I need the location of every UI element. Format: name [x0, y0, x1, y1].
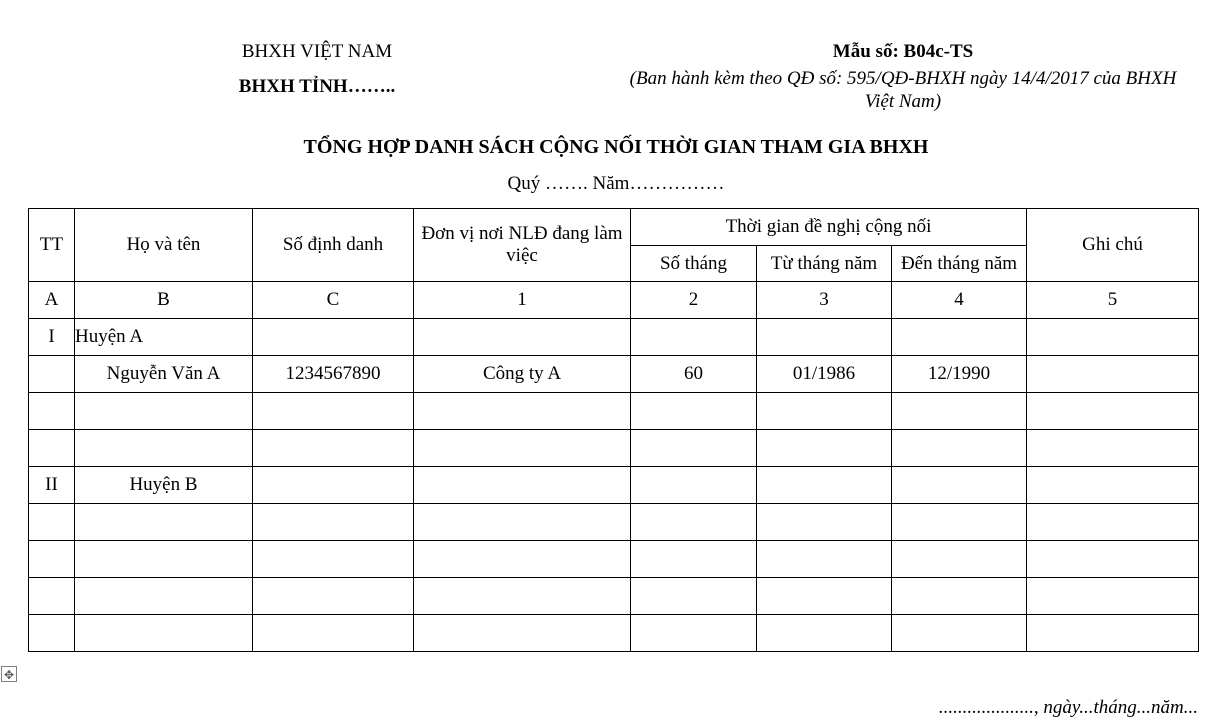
cell-to	[892, 393, 1027, 430]
header-note: Ghi chú	[1027, 209, 1199, 282]
cell-from	[757, 578, 892, 615]
cell-tt	[29, 615, 75, 652]
cell-note	[1027, 541, 1199, 578]
header-tt: TT	[29, 209, 75, 282]
cell-name	[75, 430, 253, 467]
cell-months	[631, 504, 757, 541]
cell-tt	[29, 504, 75, 541]
cell-to	[892, 467, 1027, 504]
cell-to	[892, 578, 1027, 615]
summary-table	[28, 208, 1199, 652]
report-period: Quý ……. Năm……………	[507, 173, 725, 194]
code-cell: 1	[414, 282, 631, 319]
cell-id	[253, 393, 414, 430]
org-line-1: BHXH VIỆT NAM	[241, 41, 393, 62]
cell-from: 01/1986	[757, 356, 892, 393]
cell-months: 60	[631, 356, 757, 393]
cell-note	[1027, 319, 1199, 356]
code-cell: A	[29, 282, 75, 319]
table-row	[29, 430, 1199, 467]
cell-to: 12/1990	[892, 356, 1027, 393]
code-cell: 5	[1027, 282, 1199, 319]
table-row	[29, 356, 1199, 393]
cell-to	[892, 541, 1027, 578]
document-title: TỔNG HỢP DANH SÁCH CỘNG NỐI THỜI GIAN THAM GIA BHXH	[303, 136, 929, 158]
cell-from	[757, 467, 892, 504]
header-from: Từ tháng năm	[757, 246, 892, 282]
cell-note	[1027, 393, 1199, 430]
cell-from	[757, 430, 892, 467]
cell-to	[892, 615, 1027, 652]
cell-months	[631, 467, 757, 504]
header-id: Số định danh	[253, 209, 414, 282]
column-code-row	[29, 282, 1199, 319]
cell-months	[631, 541, 757, 578]
table-row	[29, 504, 1199, 541]
table-row	[29, 541, 1199, 578]
cell-unit	[414, 467, 631, 504]
code-cell: C	[253, 282, 414, 319]
cell-id	[253, 467, 414, 504]
cell-from	[757, 319, 892, 356]
cell-unit	[414, 578, 631, 615]
header-period-group: Thời gian đề nghị cộng nối	[631, 209, 1027, 246]
cell-id	[253, 319, 414, 356]
cell-unit	[414, 504, 631, 541]
cell-name	[75, 615, 253, 652]
cell-name: Nguyễn Văn A	[75, 356, 253, 393]
code-cell: B	[75, 282, 253, 319]
cell-name	[75, 504, 253, 541]
cell-months	[631, 319, 757, 356]
cell-id	[253, 541, 414, 578]
cell-from	[757, 393, 892, 430]
form-code: Mẫu số: B04c-TS	[832, 41, 974, 62]
cell-months	[631, 615, 757, 652]
code-cell: 4	[892, 282, 1027, 319]
cell-tt: II	[29, 467, 75, 504]
cell-unit	[414, 541, 631, 578]
cell-name	[75, 393, 253, 430]
cell-id	[253, 430, 414, 467]
cell-note	[1027, 467, 1199, 504]
cell-unit	[414, 615, 631, 652]
move-arrows-icon[interactable]: ✥	[1, 666, 17, 682]
cell-note	[1027, 578, 1199, 615]
cell-to	[892, 319, 1027, 356]
cell-id	[253, 615, 414, 652]
code-cell: 2	[631, 282, 757, 319]
cell-tt	[29, 541, 75, 578]
cell-months	[631, 430, 757, 467]
header-name: Họ và tên	[75, 209, 253, 282]
cell-from	[757, 615, 892, 652]
cell-tt	[29, 578, 75, 615]
cell-from	[757, 504, 892, 541]
cell-tt	[29, 393, 75, 430]
cell-unit: Công ty A	[414, 356, 631, 393]
cell-name	[75, 578, 253, 615]
cell-unit	[414, 430, 631, 467]
cell-id	[253, 504, 414, 541]
header-months: Số tháng	[631, 246, 757, 282]
cell-months	[631, 393, 757, 430]
form-issuance-note: (Ban hành kèm theo QĐ số: 595/QĐ-BHXH ngày 14/4/2017 của BHXH Việt Nam)	[629, 68, 1177, 112]
cell-to	[892, 504, 1027, 541]
cell-note	[1027, 356, 1199, 393]
table-row	[29, 467, 1199, 504]
header-unit: Đơn vị nơi NLĐ đang làm việc	[414, 209, 631, 282]
cell-tt	[29, 430, 75, 467]
cell-id	[253, 578, 414, 615]
sign-date-line: ...................., ngày...tháng...năm...	[938, 697, 1198, 718]
header-row	[29, 209, 1199, 246]
code-cell: 3	[757, 282, 892, 319]
cell-tt: I	[29, 319, 75, 356]
cell-name: Huyện A	[75, 319, 253, 356]
org-line-2: BHXH TỈNH……..	[238, 76, 396, 97]
cell-name: Huyện B	[75, 467, 253, 504]
table-row	[29, 393, 1199, 430]
cell-note	[1027, 430, 1199, 467]
cell-note	[1027, 615, 1199, 652]
cell-unit	[414, 393, 631, 430]
cell-id: 1234567890	[253, 356, 414, 393]
table-row	[29, 615, 1199, 652]
table-row	[29, 578, 1199, 615]
cell-to	[892, 430, 1027, 467]
cell-months	[631, 578, 757, 615]
header-to: Đến tháng năm	[892, 246, 1027, 282]
table-row	[29, 319, 1199, 356]
cell-from	[757, 541, 892, 578]
cell-unit	[414, 319, 631, 356]
cell-tt	[29, 356, 75, 393]
cell-name	[75, 541, 253, 578]
cell-note	[1027, 504, 1199, 541]
